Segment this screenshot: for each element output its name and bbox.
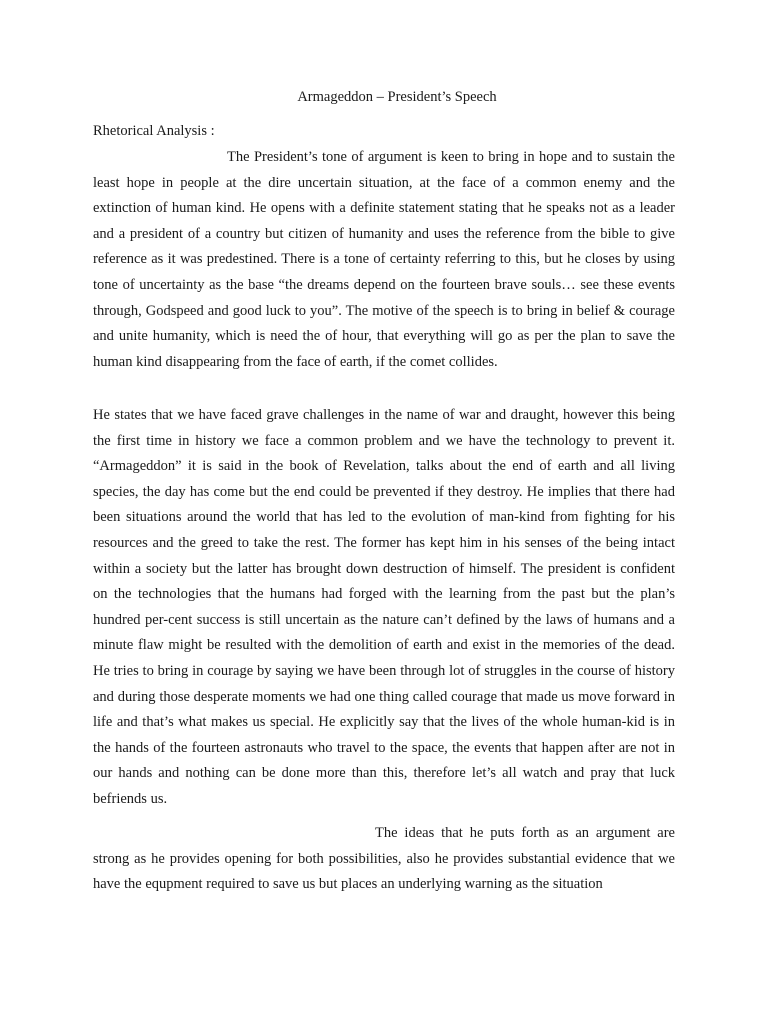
paragraph-1: The President’s tone of argument is keen to bring in hope and to sustain the least hope in people at the dire uncertain situation, at the face of a common enemy and the extinction of human kind. He opens with a definite statement stating that he speaks not as a leader and a president of a country but citizen of humanity and uses the reference from the bible to give reference as it was predestined. There is a tone of certainty referring to this, but he closes by using tone of uncertainty as the base “the dreams depend on the fourteen brave souls… see these events through, Godspeed and good luck to you”. The motive of the speech is to bring in belief & courage and unite humanity, which is need the of hour, that everything will go as per the plan to save the human kind disappearing from the face of earth, if the comet collides. xyxy=(93,149,675,370)
paragraph-3: The ideas that he puts forth as an argument are strong as he provides opening for both possibilities, also he provides substantial evidence that we have the equpment required to save us but places an underlying warning as the situation xyxy=(93,825,675,893)
paragraph-2: He states that we have faced grave challenges in the name of war and draught, however this being the first time in history we face a common problem and we have the technology to prevent it. “Armageddon” it is said in the book of Revelation, talks about the end of earth and all living species, the day has come but the end could be prevented if they destroy. He implies that there had been situations around the world that has led to the evolution of man-kind from fighting for his resources and the greed to take the rest. The former has kept him in his senses of the being intact within a society but the latter has brought down destruction of himself. The president is confident on the technologies that the humans had forged with the learning from the past but the plan’s hundred per-cent success is still uncertain as the nature can’t defined by the laws of humans and a minute flaw might be resulted with the demolition of earth and exist in the memories of the dead. He tries to bring in courage by saying we have been through lot of struggles in the course of history and during those desperate moments we had one thing called courage that made us move forward in life and that’s what makes us special. He explicitly say that the lives of the whole human-kid is in the hands of the fourteen astronauts who travel to the space, the events that happen after are not in our hands and nothing can be done more than this, therefore let’s all watch and pray that luck befriends us. xyxy=(93,407,675,807)
section-heading: Rhetorical Analysis : xyxy=(93,123,215,139)
document-title: Armageddon – President’s Speech xyxy=(297,89,497,105)
